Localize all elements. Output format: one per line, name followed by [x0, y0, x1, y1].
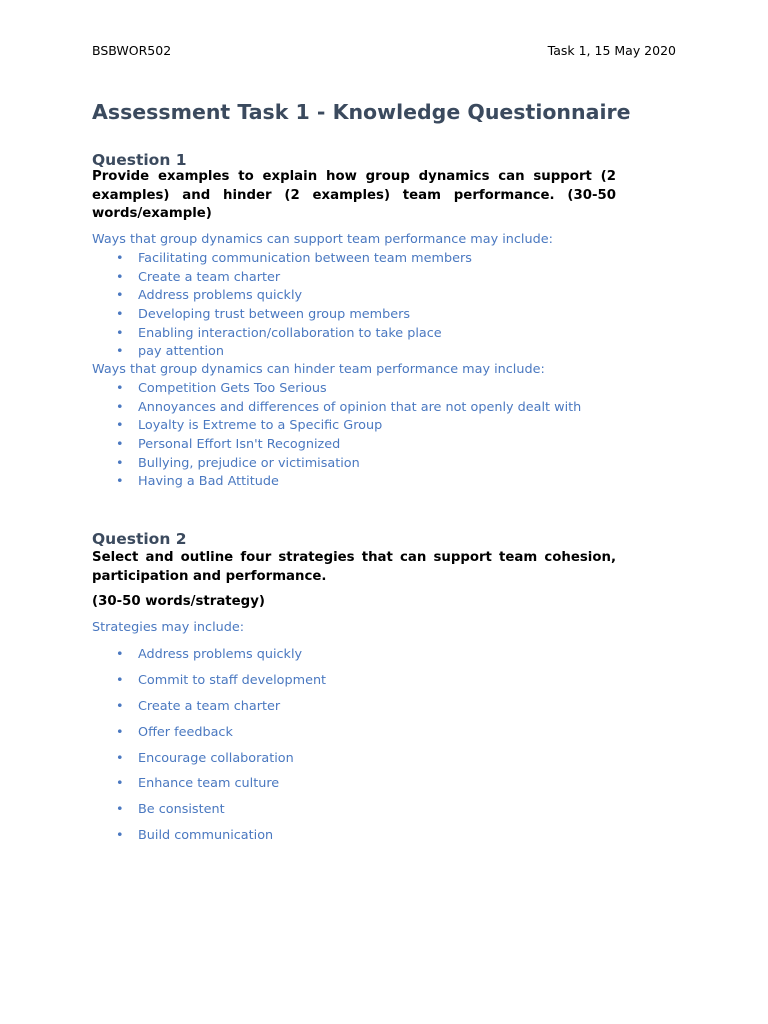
list-item: • Facilitating communication between team members	[0, 250, 472, 269]
list-item: • Bullying, prejudice or victimisation	[0, 455, 581, 474]
bullet-icon: •	[116, 399, 124, 415]
question-2-heading: Question 2	[92, 530, 187, 548]
list-item: • Loyalty is Extreme to a Specific Group	[0, 417, 581, 436]
list-item: • Create a team charter	[0, 698, 326, 724]
header-task-date: Task 1, 15 May 2020	[547, 43, 676, 58]
bullet-icon: •	[116, 698, 124, 714]
bullet-icon: •	[116, 325, 124, 341]
bullet-icon: •	[116, 269, 124, 285]
list-item: • Having a Bad Attitude	[0, 473, 581, 492]
bullet-icon: •	[116, 672, 124, 688]
question-2-prompt: Select and outline four strategies that can support team cohesion, participation and performance.	[92, 550, 616, 584]
question-1-prompt: Provide examples to explain how group dynamics can support (2 examples) and hinder (2 examples) team performance. (30-50 words/example)	[92, 169, 616, 222]
list-item: • pay attention	[0, 343, 472, 362]
header-course-code: BSBWOR502	[92, 43, 172, 58]
list-item: • Commit to staff development	[0, 672, 326, 698]
bullet-icon: •	[116, 828, 124, 844]
list-item: • Be consistent	[0, 801, 326, 827]
support-list	[0, 250, 472, 362]
bullet-icon: •	[116, 724, 124, 740]
list-item: • Enhance team culture	[0, 775, 326, 801]
bullet-icon: •	[116, 455, 124, 471]
bullet-icon: •	[116, 750, 124, 766]
bullet-icon: •	[116, 251, 124, 266]
list-item: • Competition Gets Too Serious	[0, 380, 581, 399]
bullet-icon: •	[116, 307, 124, 323]
list-item: • Offer feedback	[0, 724, 326, 750]
bullet-icon: •	[116, 802, 124, 818]
bullet-icon: •	[116, 474, 124, 490]
list-item: • Developing trust between group members	[0, 306, 472, 325]
bullet-icon: •	[116, 344, 124, 360]
list-item: • Encourage collaboration	[0, 750, 326, 776]
list-item: • Create a team charter	[0, 269, 472, 288]
bullet-icon: •	[116, 288, 124, 304]
bullet-icon: •	[116, 647, 124, 662]
list-item: • Address problems quickly	[0, 287, 472, 306]
bullet-icon: •	[116, 437, 124, 453]
list-item: • Build communication	[0, 827, 326, 853]
list-item: • Annoyances and differences of opinion that are not openly dealt with	[0, 399, 581, 418]
question-2-word-count: (30-50 words/strategy)	[92, 594, 265, 609]
bullet-icon: •	[116, 776, 124, 792]
page-title: Assessment Task 1 - Knowledge Questionnaire	[92, 100, 631, 124]
strategies-list	[0, 646, 326, 853]
list-item: • Address problems quickly	[0, 646, 326, 672]
list-item: • Personal Effort Isn't Recognized	[0, 436, 581, 455]
list-item: • Enabling interaction/collaboration to take place	[0, 325, 472, 344]
hinder-intro: Ways that group dynamics can hinder team performance may include:	[92, 362, 545, 377]
hinder-list	[0, 380, 581, 492]
bullet-icon: •	[116, 418, 124, 434]
strategies-intro: Strategies may include:	[92, 620, 245, 635]
bullet-icon: •	[116, 381, 124, 396]
support-intro: Ways that group dynamics can support team performance may include:	[92, 232, 553, 247]
question-1-heading: Question 1	[92, 151, 187, 169]
